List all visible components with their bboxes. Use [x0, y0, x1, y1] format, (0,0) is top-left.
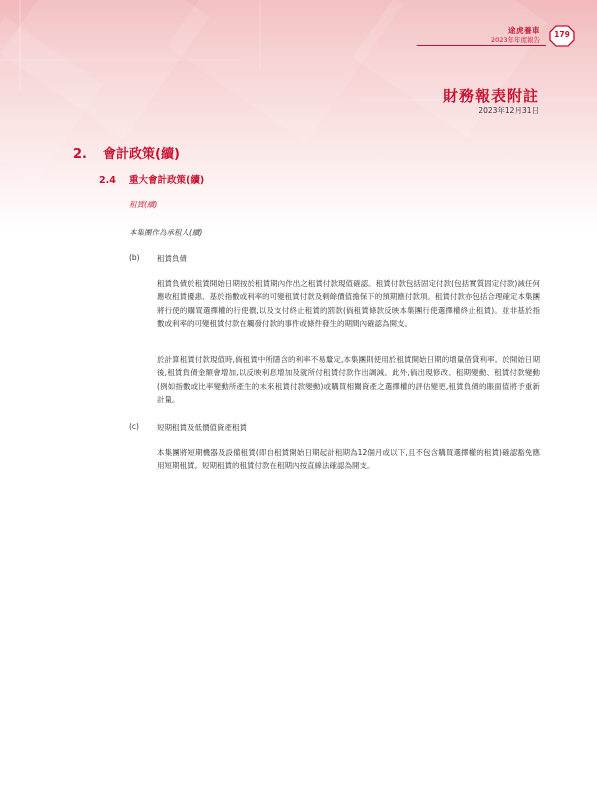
item-c-paragraph-1: 本集團將短期機器及設備租賃(即自租賃開始日期起計租期為12個月或以下,且不包含購買選擇權的租賃)確認豁免應用短期租賃。短期租賃的租賃付款在租期內按直線法確認為開支。: [157, 448, 540, 471]
company-name: 途虎養車: [508, 26, 540, 35]
subheading-lessee: 本集團作為承租人(續): [129, 228, 203, 237]
section-title: 財務報表附註: [442, 87, 539, 105]
heading-2-text: 重大會計政策(續): [129, 175, 205, 186]
page-header: [397, 24, 597, 54]
subheading-lease: 租賃(續): [129, 200, 158, 209]
page-number-badge: [549, 25, 575, 47]
header-divider: [417, 45, 546, 46]
item-b-label: (b): [129, 253, 140, 262]
item-b-paragraph-2: 於計算租賃付款現值時,倘租賃中所隱含的利率不易釐定,本集團則使用於租賃開始日期的增量借貸利率。於開始日期後,租賃負債金額會增加,以反映利息增加及就所付租賃付款作出調減。此外,倘出現修改、租期變動、租賃付款變動(例如指數或比率變動所產生的未來租賃付款變動)或購買相關資產之選擇權的評估變更,租賃負債的賬面值將予重新計量。: [157, 355, 540, 404]
page-number: 179: [554, 30, 570, 39]
item-b-title: 租賃負債: [157, 254, 187, 263]
item-c-label: (c): [129, 422, 139, 431]
report-title: 2023年年度報告: [490, 36, 540, 44]
heading-1: [73, 143, 180, 162]
heading-2-number: 2.4: [99, 175, 116, 186]
heading-1-number: 2.: [73, 147, 87, 162]
heading-1-text: 會計政策(續): [103, 147, 180, 162]
section-date: 2023年12月31日: [478, 106, 539, 115]
item-b-paragraph-1: 租賃負債於租賃開始日期按於租賃期內作出之租賃付款現值確認。租賃付款包括固定付款(包括實質固定付款)減任何應收租賃優惠、基於指數或利率的可變租賃付款及剩餘價值擔保下的預期應付款項。租賃付款亦包括合理確定本集團將行使的購買選擇權的行使價,以及支付終止租賃的罰款(倘租賃條款反映本集團行使選擇權終止租賃)。並非基於指數或利率的可變租賃付款在觸發付款的事件或條件發生的期間內確認為開支。: [157, 279, 540, 328]
item-c-title: 短期租賃及低價值資產租賃: [157, 423, 247, 432]
heading-2: [99, 172, 204, 186]
